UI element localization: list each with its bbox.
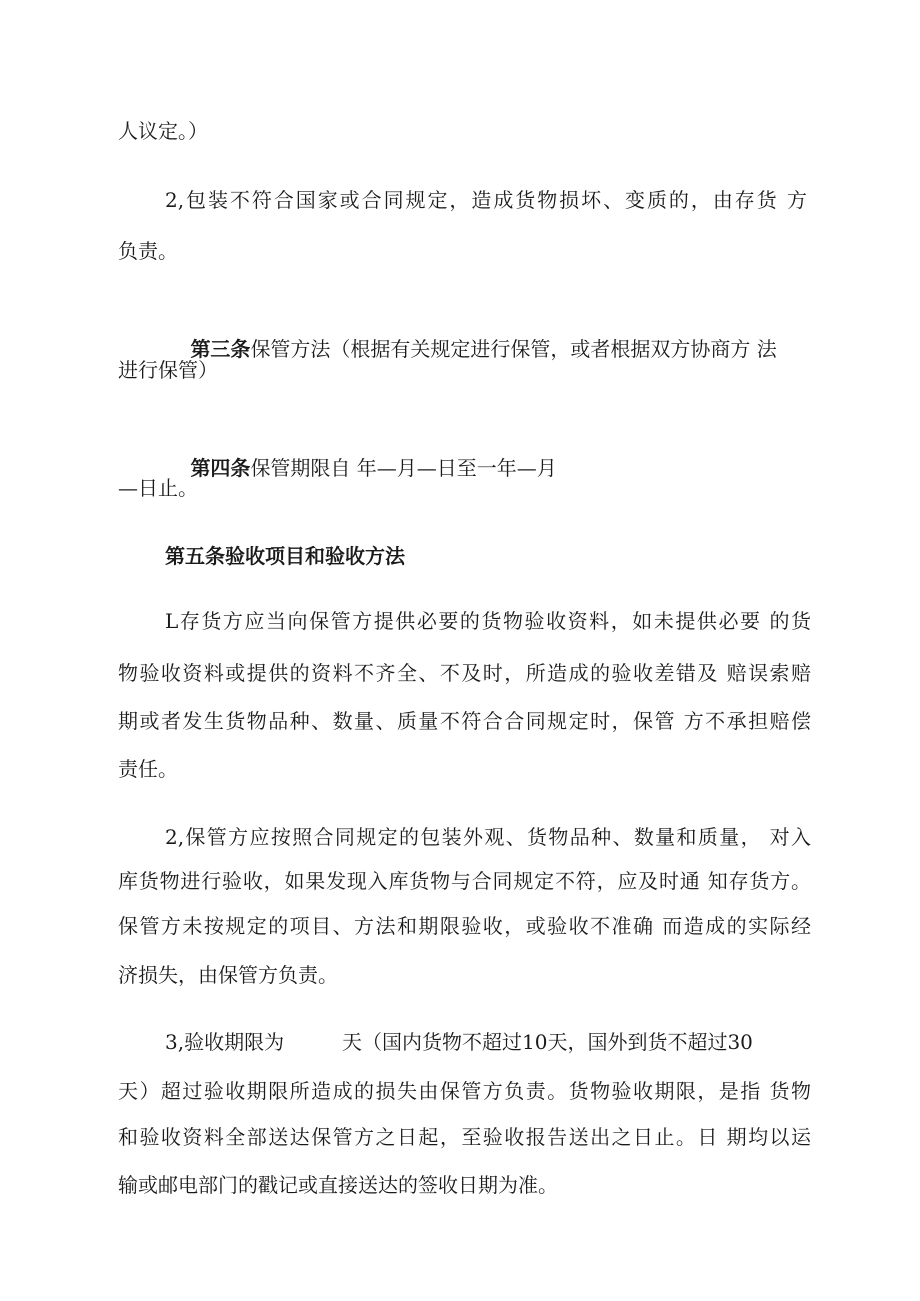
text-line: 物验收资料或提供的资料不齐全、不及时，所造成的验收差错及 赔误索赔 bbox=[118, 661, 811, 685]
article-3-label: 第三条 bbox=[190, 337, 251, 361]
text-line: 济损失，由保管方负责。 bbox=[118, 963, 338, 987]
article-4-label: 第四条 bbox=[190, 456, 251, 480]
text-line: L存货方应当向保管方提供必要的货物验收资料，如未提供必要 的货 bbox=[165, 609, 811, 633]
article-3-line bbox=[165, 304, 807, 361]
text-line: 责任。 bbox=[118, 757, 178, 781]
text-line: 人议定。） bbox=[118, 119, 208, 143]
text-line: 2,包装不符合国家或合同规定，造成货物损坏、变质的，由存货 方 bbox=[165, 188, 807, 212]
text-line: 期或者发生货物品种、数量、质量不符合合同规定时，保管 方不承担赔偿 bbox=[118, 709, 811, 733]
text-line: 输或邮电部门的戳记或直接送达的签收日期为准。 bbox=[118, 1173, 558, 1197]
text-line: 3,验收期限为 bbox=[165, 1030, 285, 1054]
text-line: 负责。 bbox=[118, 239, 178, 263]
text-line: 和验收资料全部送达保管方之日起，至验收报告送出之日止。日 期均以运 bbox=[118, 1125, 811, 1149]
text-line: 进行保管） bbox=[118, 358, 218, 382]
text-line: 天）超过验收期限所造成的损失由保管方负责。货物验收期限，是指 货物 bbox=[118, 1079, 811, 1103]
article-5-heading: 第五条验收项目和验收方法 bbox=[165, 544, 405, 568]
text-line: 库货物进行验收，如果发现入库货物与合同规定不符，应及时通 知存货方。 bbox=[118, 869, 811, 893]
text-line: 保管方未按规定的项目、方法和期限验收，或验收不准确 而造成的实际经 bbox=[118, 914, 811, 938]
text-line: —日止。 bbox=[118, 476, 198, 500]
article-3-text: 保管方法（根据有关规定进行保管，或者根据双方协商方 法 bbox=[250, 337, 777, 361]
article-4-text: 保管期限自 年—月—日至一年—月 bbox=[250, 456, 557, 480]
text-line: 天（国内货物不超过10天，国外到货不超过30 bbox=[342, 1030, 753, 1054]
article-4-line bbox=[165, 423, 557, 480]
text-line: 2,保管方应按照合同规定的包装外观、货物品种、数量和质量， 对入 bbox=[165, 825, 811, 849]
